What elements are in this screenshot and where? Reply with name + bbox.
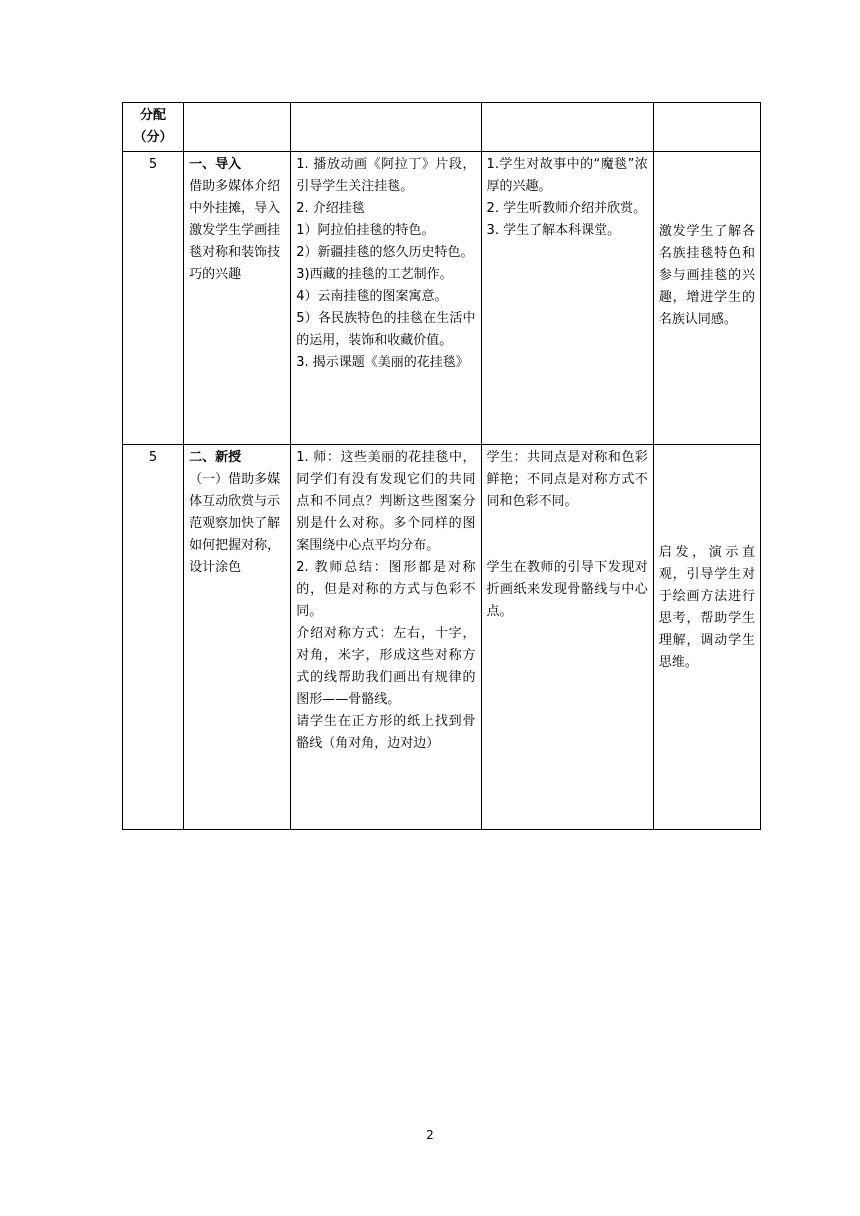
purpose-cell bbox=[653, 445, 760, 830]
student-line: 1.学生对故事中的“魔毯”浓厚的兴趣。 bbox=[486, 157, 648, 194]
page-number: 2 bbox=[426, 1128, 434, 1142]
purpose-text: 激发学生了解各名族挂毯特色和参与画挂毯的兴趣，增进学生的名族认同感。 bbox=[658, 224, 755, 327]
teacher-activity-cell bbox=[291, 152, 481, 445]
header-cell-3 bbox=[291, 103, 481, 152]
lesson-plan-table bbox=[122, 102, 761, 830]
table-row bbox=[123, 152, 761, 445]
teacher-line: 2. 教师总结：图形都是对称的，但是对称的方式与色彩不同。 bbox=[296, 560, 476, 619]
stage-title: 二、新授 bbox=[189, 450, 242, 465]
stage-title: 一、导入 bbox=[189, 157, 242, 172]
teacher-line: 1）阿拉伯挂毯的特色。 bbox=[296, 223, 435, 238]
student-line: 学生：共同点是对称和色彩鲜艳；不同点是对称方式不同和色彩不同。 bbox=[486, 450, 648, 509]
teacher-line: 5）各民族特色的挂毯在生活中的运用，装饰和收藏价值。 bbox=[296, 311, 476, 348]
teacher-line: 介绍对称方式：左右，十字，对角，米字，形成这些对称方式的线帮助我们画出有规律的图形——骨骼线。 bbox=[296, 626, 476, 707]
student-line: 学生在教师的引导下发现对折画纸来发现骨骼线与中心点。 bbox=[486, 560, 648, 619]
teacher-activity-cell bbox=[291, 445, 481, 830]
teacher-line: 3)西藏的挂毯的工艺制作。 bbox=[296, 267, 453, 282]
teacher-line: 3. 揭示课题《美丽的花挂毯》 bbox=[296, 355, 469, 370]
spacer bbox=[487, 513, 648, 557]
purpose-cell bbox=[653, 152, 760, 445]
purpose-text: 启发，演示直观，引导学生对于绘画方法进行思考，帮助学生理解，调动学生思维。 bbox=[658, 545, 755, 670]
teacher-line: 2）新疆挂毯的悠久历史特色。 bbox=[296, 245, 474, 260]
stage-description: （一）借助多媒体互动欣赏与示范观察加快了解如何把握对称，设计涂色 bbox=[189, 472, 281, 575]
header-cell-2 bbox=[184, 103, 291, 152]
teacher-line: 请学生在正方形的纸上找到骨骼线（角对角，边对边） bbox=[296, 714, 476, 751]
header-cell-4 bbox=[481, 103, 653, 152]
table-header-row bbox=[123, 103, 761, 152]
stage-cell bbox=[184, 445, 291, 830]
score-header: 分配（分） bbox=[123, 103, 184, 152]
header-cell-5 bbox=[653, 103, 760, 152]
student-activity-cell bbox=[481, 445, 653, 830]
student-line: 2. 学生听教师介绍并欣赏。 bbox=[486, 201, 647, 216]
stage-description: 借助多媒体介绍中外挂摊，导入激发学生学画挂毯对称和装饰技巧的兴趣 bbox=[189, 179, 281, 282]
student-activity-cell bbox=[481, 152, 653, 445]
stage-cell bbox=[184, 152, 291, 445]
student-line: 3. 学生了解本科课堂。 bbox=[486, 223, 621, 238]
teacher-line: 1. 师：这些美丽的花挂毯中，同学们有没有发现它们的共同点和不同点？判断这些图案分别是什么对称。多个同样的图案围绕中心点平均分布。 bbox=[296, 450, 476, 553]
table-row bbox=[123, 445, 761, 830]
teacher-line: 4）云南挂毯的图案寓意。 bbox=[296, 289, 448, 304]
score-cell: 5 bbox=[123, 445, 184, 830]
teacher-line: 2. 介绍挂毯 bbox=[296, 201, 365, 216]
score-cell: 5 bbox=[123, 152, 184, 445]
teacher-line: 1. 播放动画《阿拉丁》片段，引导学生关注挂毯。 bbox=[296, 157, 476, 194]
